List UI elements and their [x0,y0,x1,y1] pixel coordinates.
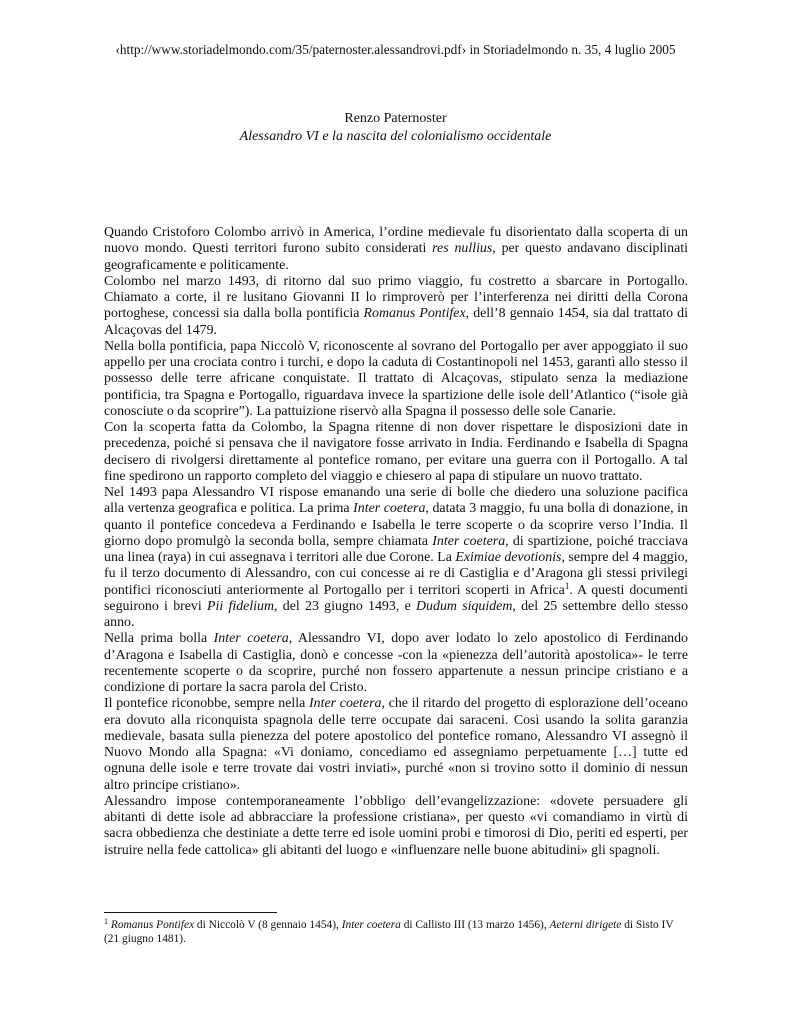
paragraph [104,339,688,420]
italic-term: Inter coetera [213,631,289,647]
footnote-reference[interactable]: 1 [564,580,570,591]
text-run: . A questi documenti seguirono i brevi [104,582,688,614]
text-run: , dell’8 gennaio 1454, sia dal trattato di Alcaçovas del 1479. [104,306,688,338]
text-run: di Callisto III (13 marzo 1456), [400,919,550,931]
text-run: Nel 1493 papa Alessandro VI rispose emanando una serie di bolle che diedero una soluzione pacifica alla vertenza geografica e politica. La prima [104,485,688,517]
text-run: Nella prima bolla [104,631,214,647]
text-run: , del 25 settembre dello stesso anno. [104,598,689,630]
paragraph [104,696,688,794]
footnote [104,918,688,946]
italic-term: Eximiae devotionis [455,550,562,565]
text-run: Alessandro impose contemporaneamente l’obbligo dell’evangelizzazione: «dovete persuadere gli abitanti di dette isole ad abbracciare la professione cristiana», per questo «vi comandiamo in virtù di sacra obbedienza che destiniate a dette terre ed isole uomini probi e timorosi di Dio, periti ed esperti, per istruire nella fede cattolica» gli abitanti del luogo e «influenzare nelle buone abitudini» gli spagnoli. [104,793,688,858]
footnote-marker: 1 [104,917,108,926]
text-run: , del 23 giugno 1493, e [274,598,417,614]
paragraph [104,631,688,696]
italic-term: Aeterni dirigete [549,919,622,931]
text-run: Il pontefice riconobbe, sempre nella [104,696,310,712]
italic-term: Romanus Pontifex [110,919,195,931]
italic-term: res nullius [432,241,493,257]
italic-term: Inter coetera [341,919,401,931]
text-run: , Alessandro VI, dopo aver lodato lo zelo apostolico di Ferdinando d’Aragona e Isabella di Castiglia, donò e concesse -con la «pienezza dell’autorità apostolica»- le terre recentemente scoperte o da scoprire, purché non fossero appartenute a nessun principe cristiano e a condizione di portare la sacra parola del Cristo. [104,631,688,695]
text-run: di Niccolò V (8 gennaio 1454), [194,919,342,931]
text-run: , di spartizione, poiché tracciava una linea (raya) in cui assegnava i territori alle due Corone. La [104,533,688,565]
italic-term: Romanus Pontifex [363,306,466,322]
text-run: Nella bolla pontificia, papa Niccolò V, riconoscente al sovrano del Portogallo per aver appoggiato il suo appello per una crociata contro i turchi, e dopo la caduta di Costantinopoli nel 1453, garantì allo stesso il possesso delle terre africane conquistate. Il trattato di Alcaçovas, stipulato senza la mediazione pontificia, tra Spagna e Portogallo, riguardava invece la spartizione delle isole dell’Atlantico (“isole già conosciute o da scoprire”). La pattuizione riservò alla Spagna il possesso delle sole Canarie. [104,338,688,419]
text-run: Quando Cristoforo Colombo arrivò in America, l’ordine medievale fu disorientato dalla scoperta di un nuovo mondo. Questi territori furono subito considerati [104,225,688,257]
italic-term: Inter coetera [432,533,506,549]
text-run: , datata 3 maggio, fu una bolla di donazione, in quanto il pontefice concedeva a Ferdinando e Isabella le terre scoperte o da scoprire verso l’India. Il giorno dopo promulgò la seconda bolla, sempre chiamata [104,501,688,549]
article-title: Alessandro VI e la nascita del colonialismo occidentale [239,129,552,144]
paragraph [104,420,688,485]
source-header: ‹http://www.storiadelmondo.com/35/paternoster.alessandrovi.pdf› in Storiadelmondo n. 35, 4 luglio 2005 [115,42,676,57]
text-run: , che il ritardo del progetto di esplorazione dell’oceano era dovuto alla riconquista spagnola delle terre occupate dai saraceni. Così usando la solita garanzia medievale, basata sulla pienezza del potere apostolico del pontefice romano, Alessandro VI assegnò il Nuovo Mondo alla Spagna: «Vi doniamo, concediamo ed assegniamo perpetuamente […] tutte ed ognuna delle isole e terre trovate dai vostri inviati», purché «non si trovino sotto il dominio di nessun altro principe cristiano». [104,696,688,793]
text-run: di Sisto IV (21 giugno 1481). [104,919,674,945]
footnote-separator [104,912,277,913]
italic-term: Dudum siquidem [416,598,513,614]
italic-term: Inter coetera [309,696,382,712]
text-run: Con la scoperta fatta da Colombo, la Spagna ritenne di non dover rispettare le disposizioni date in precedenza, poiché si pensava che il navigatore fosse arrivato in India. Ferdinando e Isabella di Spagna decisero di rivolgersi direttamente al pontefice romano, per evitare una guerra con il Portogallo. A tal fine spedirono un rapporto completo del viaggio e chiesero al papa di stipulare un nuovo trattato. [104,420,688,484]
article-body [104,225,688,859]
paragraph [104,794,688,859]
text-run: , per questo andavano disciplinati geograficamente e politicamente. [104,241,688,273]
italic-term: Pii fidelium [207,598,275,614]
text-run: , sempre del 4 maggio, fu il terzo documento di Alessandro, con cui concesse ai re di Castiglia e d’Aragona gli stessi privilegi pontifici riconosciuti anteriormente al Portogallo per i territori scoperti in Africa [104,550,688,598]
paragraph [104,274,688,339]
paragraph [104,485,688,631]
italic-term: Inter coetera [353,501,426,517]
text-run: Colombo nel marzo 1493, di ritorno dal suo primo viaggio, fu costretto a sbarcare in Portogallo. Chiamato a corte, il re lusitano Giovanni II lo rimproverò per l’interferenza nei diritti della Corona portoghese, concessi sia dalla bolla pontificia [104,273,688,322]
author-name: Renzo Paternoster [344,111,447,126]
paragraph [104,225,688,274]
